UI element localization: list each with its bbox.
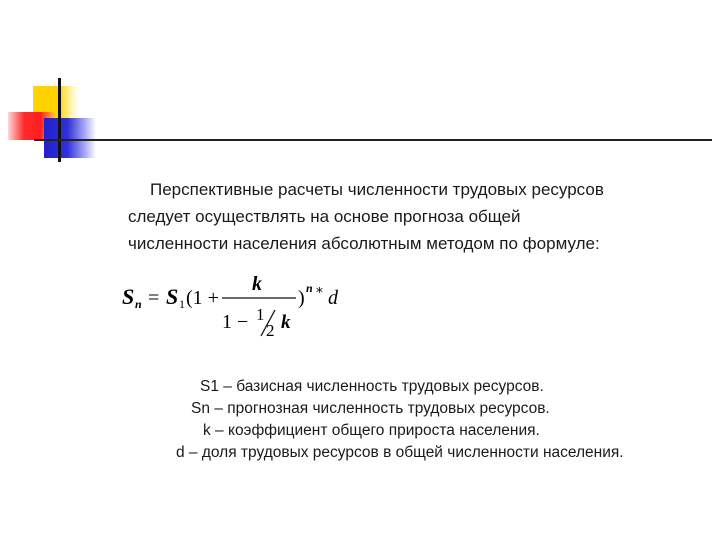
paragraph-line: Перспективные расчеты численности трудовых ресурсов [150, 180, 604, 199]
formula [118, 270, 358, 345]
formula-close: ) [298, 287, 305, 309]
definition-s1: S1 – базисная численность трудовых ресурсов. [200, 378, 544, 395]
formula-den-k: k [281, 312, 291, 333]
definition-sn: Sn – прогнозная численность трудовых ресурсов. [191, 400, 550, 417]
definition-k: k – коэффициент общего прироста населения. [203, 422, 540, 439]
formula-lhs-s: S [122, 284, 135, 309]
paragraph-line: численности населения абсолютным методом по формуле: [128, 234, 600, 253]
formula-lhs-sub: n [135, 297, 142, 311]
intro-paragraph [128, 176, 688, 257]
formula-den-one: 1 [256, 305, 265, 324]
vertical-rule [58, 78, 61, 162]
formula-equals: = [148, 287, 160, 309]
formula-open: (1 + [186, 287, 219, 309]
formula-exponent: n [306, 281, 313, 295]
formula-times: ∗ [315, 282, 324, 297]
horizontal-rule [34, 139, 712, 141]
paragraph-line: следует осуществлять на основе прогноза общей [128, 207, 521, 226]
formula-rhs-sub: 1 [179, 297, 185, 311]
decorative-header [0, 0, 720, 170]
formula-d: d [328, 287, 338, 309]
definition-d: d – доля трудовых ресурсов в общей численности населения. [176, 444, 624, 461]
formula-rhs-s: S [166, 284, 179, 309]
formula-den-two: 2 [266, 321, 275, 340]
blue-square-decoration [44, 118, 96, 158]
formula-den-prefix: 1 − [222, 311, 249, 333]
formula-numerator-k: k [252, 273, 262, 295]
